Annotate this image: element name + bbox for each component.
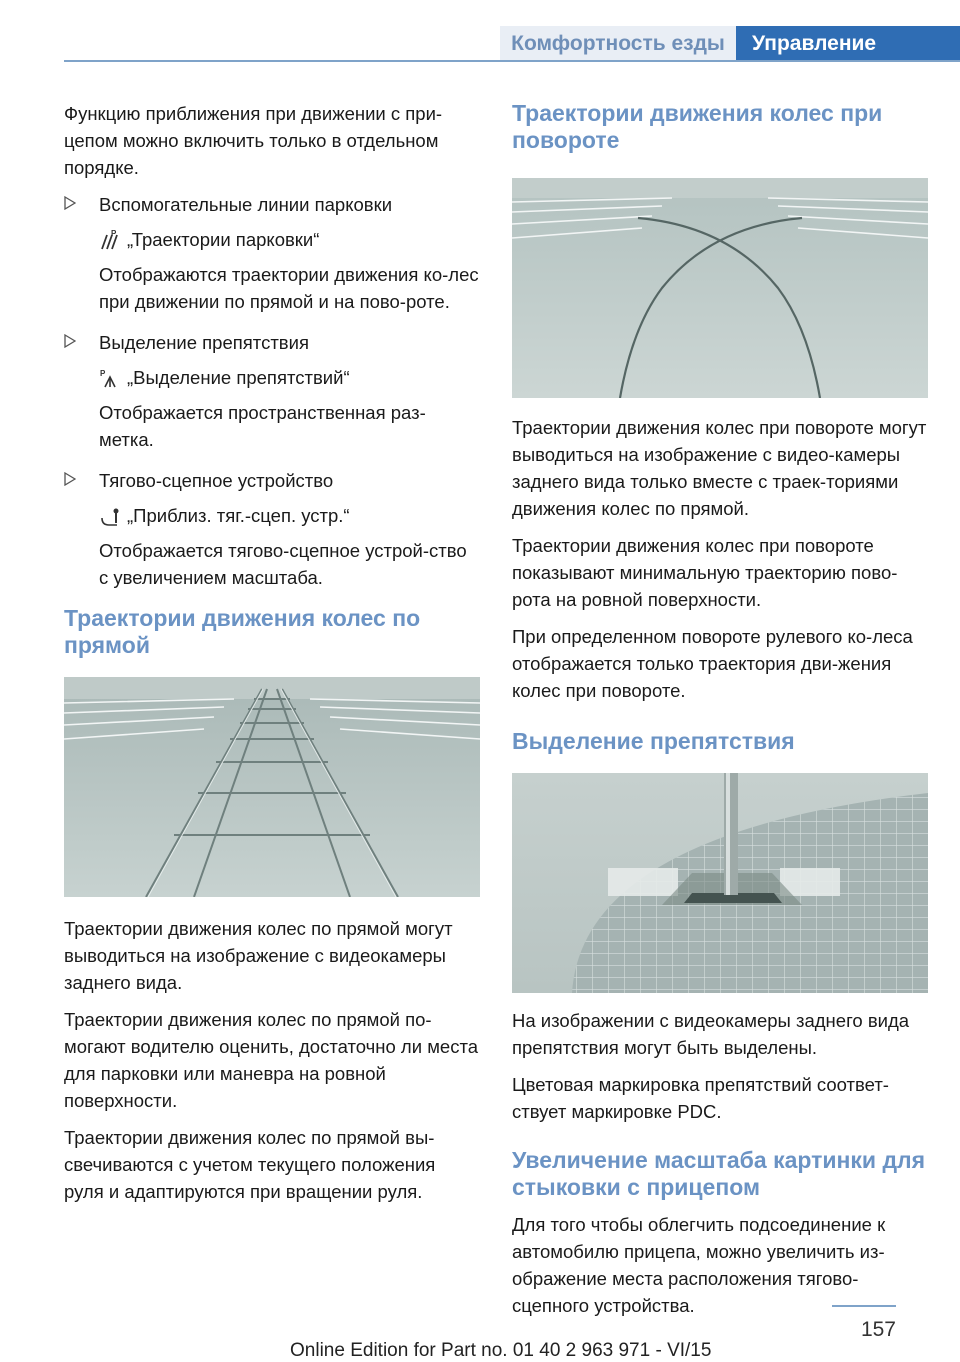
footer-rule bbox=[832, 1305, 896, 1307]
turning-para-1: Траектории движения колес при повороте могут выводиться на изображение с видео-камеры заднего вида только вместе с траек-ториями движения колес по прямой. bbox=[512, 417, 927, 519]
list-item-sub bbox=[99, 502, 480, 529]
turning-path-illustration bbox=[512, 178, 928, 398]
list-item-sub-label: „Выделение препятствий“ bbox=[127, 367, 350, 388]
parking-lines-icon bbox=[99, 229, 121, 251]
straight-path-illustration bbox=[64, 677, 480, 897]
page-number: 157 bbox=[860, 1318, 896, 1341]
right-column bbox=[512, 100, 928, 1329]
list-item bbox=[64, 329, 480, 453]
header-rule bbox=[64, 60, 960, 62]
list-item-sub bbox=[99, 226, 480, 253]
header-tab-controls[interactable]: Управление bbox=[736, 26, 960, 62]
section-heading-straight: Траектории движения колес по прямой bbox=[64, 605, 421, 658]
straight-para-1: Траектории движения колес по прямой могут выводиться на изображение с видеокамеры заднего вида. bbox=[64, 918, 453, 993]
list-item-sub-label: „Приблиз. тяг.-сцеп. устр.“ bbox=[127, 505, 350, 526]
trailer-para-1: Для того чтобы облегчить подсоединение к автомобилю прицепа, можно увеличить из-ображение места расположения тягово-сцепного устройства. bbox=[512, 1214, 886, 1316]
obstacle-marking-icon bbox=[99, 367, 121, 389]
list-item-desc: Отображается тягово-сцепное устрой-ство с увеличением масштаба. bbox=[99, 540, 467, 588]
settings-list bbox=[64, 191, 480, 591]
list-item-title: Выделение препятствия bbox=[99, 332, 309, 353]
triangle-bullet-icon bbox=[64, 334, 76, 348]
list-item-sub bbox=[99, 364, 480, 391]
triangle-bullet-icon bbox=[64, 472, 76, 486]
section-heading-obstacle: Выделение препятствия bbox=[512, 728, 795, 754]
list-item-desc: Отображается пространственная раз-метка. bbox=[99, 402, 426, 450]
list-item-title: Вспомогательные линии парковки bbox=[99, 194, 393, 215]
tow-hitch-icon bbox=[99, 505, 121, 527]
svg-text:P: P bbox=[111, 228, 117, 238]
svg-text:P: P bbox=[100, 368, 106, 378]
turning-para-3: При определенном повороте рулевого ко-леса отображается только траектория дви-жения колес при повороте. bbox=[512, 626, 913, 701]
list-item-desc: Отображаются траектории движения ко-лес при движении по прямой и на пово-роте. bbox=[99, 264, 479, 312]
obstacle-para-1: На изображении с видеокамеры заднего вида препятствия могут быть выделены. bbox=[512, 1010, 910, 1058]
obstacle-para-2: Цветовая маркировка препятствий соответ-ствует маркировке PDC. bbox=[512, 1074, 889, 1122]
left-column bbox=[64, 100, 480, 1215]
intro-paragraph: Функцию приближения при движении с при-цепом можно включить только в отдельном порядке. bbox=[64, 103, 443, 178]
list-item bbox=[64, 467, 480, 591]
list-item bbox=[64, 191, 480, 315]
obstacle-marking-illustration bbox=[512, 773, 928, 993]
triangle-bullet-icon bbox=[64, 196, 76, 210]
list-item-title: Тягово-сцепное устройство bbox=[99, 470, 334, 491]
straight-para-3: Траектории движения колес по прямой вы-свечиваются с учетом текущего положения руля и адаптируются при вращении руля. bbox=[64, 1127, 436, 1202]
section-heading-trailer-zoom: Увеличение масштаба картинки для стыковки с прицепом bbox=[512, 1147, 926, 1200]
edition-footer: Online Edition for Part no. 01 40 2 963 971 - VI/15 bbox=[290, 1340, 712, 1361]
turning-para-2: Траектории движения колес при повороте показывают минимальную траекторию пово-рота на ровной поверхности. bbox=[512, 535, 898, 610]
header-tab-comfort[interactable]: Комфортность езды bbox=[500, 26, 736, 62]
section-heading-turning: Траектории движения колес при повороте bbox=[512, 100, 883, 153]
list-item-sub-label: „Траектории парковки“ bbox=[127, 229, 320, 250]
straight-para-2: Траектории движения колес по прямой по-могают водителю оценить, достаточно ли места для парковки или маневра на ровной поверхности. bbox=[64, 1009, 479, 1111]
